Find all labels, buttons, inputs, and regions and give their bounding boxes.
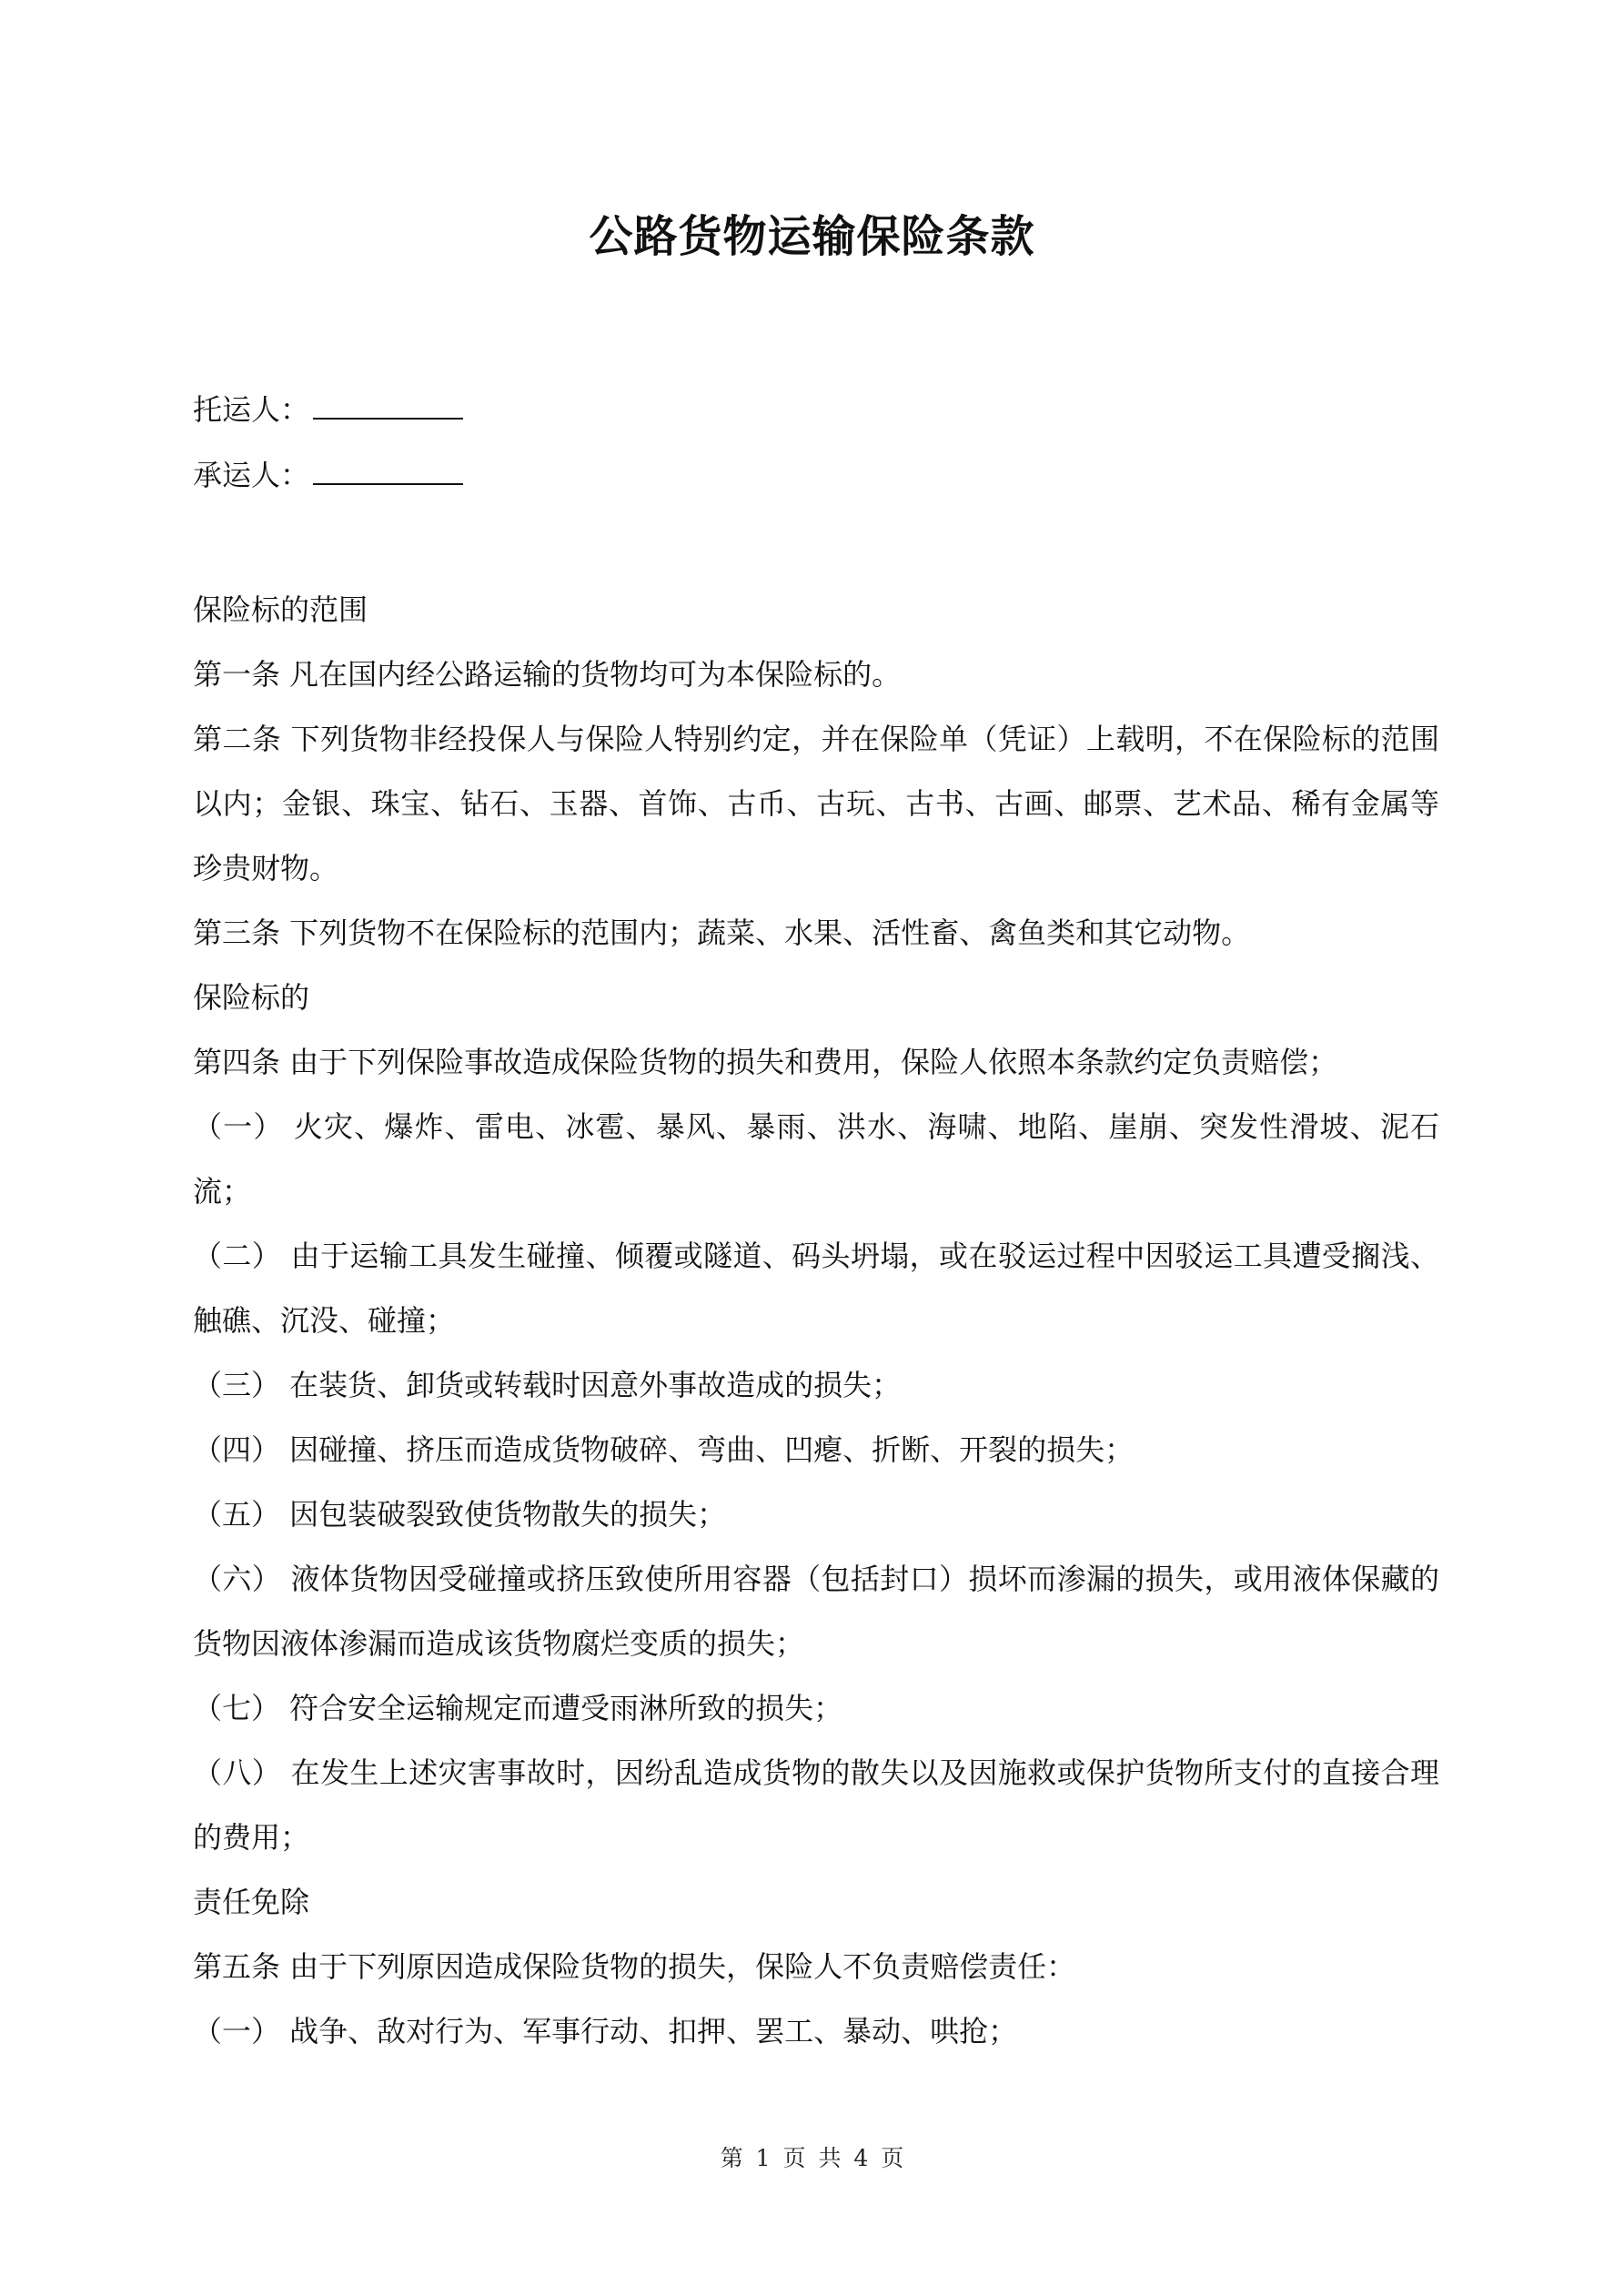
shipper-blank-field[interactable] (313, 387, 463, 420)
section-heading-scope: 保险标的范围 (193, 592, 368, 627)
article-4-item-1: （一） 火灾、爆炸、雷电、冰雹、暴风、暴雨、洪水、海啸、地陷、崖崩、突发性滑坡、泥石流； (193, 1109, 1439, 1209)
article-2: 第二条 下列货物非经投保人与保险人特别约定，并在保险单（凭证）上载明，不在保险标的范围以内；金银、珠宝、钻石、玉器、首饰、古币、古玩、古书、古画、邮票、艺术品、稀有金属等珍贵财物。 (193, 722, 1439, 885)
shipper-label: 托运人： (193, 392, 310, 427)
article-5: 第五条 由于下列原因造成保险货物的损失，保险人不负责赔偿责任： (193, 1949, 1076, 1984)
article-3: 第三条 下列货物不在保险标的范围内；蔬菜、水果、活性畜、禽鱼类和其它动物。 (193, 915, 1251, 950)
article-4-item-5: （五） 因包装破裂致使货物散失的损失； (193, 1497, 727, 1532)
page-footer: 第 1 页 共 4 页 (720, 2145, 904, 2171)
article-1: 第一条 凡在国内经公路运输的货物均可为本保险标的。 (193, 657, 902, 692)
carrier-label: 承运人： (193, 458, 310, 492)
article-4-item-8: （八） 在发生上述灾害事故时，因纷乱造成货物的散失以及因施救或保护货物所支付的直接合理的费用； (193, 1755, 1439, 1855)
article-4-item-4: （四） 因碰撞、挤压而造成货物破碎、弯曲、凹瘪、折断、开裂的损失； (193, 1432, 1135, 1467)
section-heading-subject: 保险标的 (193, 980, 310, 1015)
article-4-item-7: （七） 符合安全运输规定而遭受雨淋所致的损失； (193, 1691, 843, 1725)
carrier-blank-field[interactable] (313, 452, 463, 485)
section-heading-exclusions: 责任免除 (193, 1885, 310, 1919)
article-4: 第四条 由于下列保险事故造成保险货物的损失和费用，保险人依照本条款约定负责赔偿； (193, 1045, 1338, 1079)
shipper-line (193, 387, 463, 432)
document-title: 公路货物运输保险条款 (589, 211, 1035, 262)
article-4-item-6: （六） 液体货物因受碰撞或挤压致使所用容器（包括封口）损坏而渗漏的损失，或用液体保藏的货物因液体渗漏而造成该货物腐烂变质的损失； (193, 1562, 1439, 1661)
article-5-item-1: （一） 战争、敌对行为、军事行动、扣押、罢工、暴动、哄抢； (193, 2014, 1018, 2048)
carrier-line (193, 452, 463, 498)
document-body (193, 578, 1439, 2064)
article-4-item-3: （三） 在装货、卸货或转载时因意外事故造成的损失； (193, 1368, 902, 1402)
article-4-item-2: （二） 由于运输工具发生碰撞、倾覆或隧道、码头坍塌，或在驳运过程中因驳运工具遭受搁浅、触礁、沉没、碰撞； (193, 1239, 1439, 1338)
